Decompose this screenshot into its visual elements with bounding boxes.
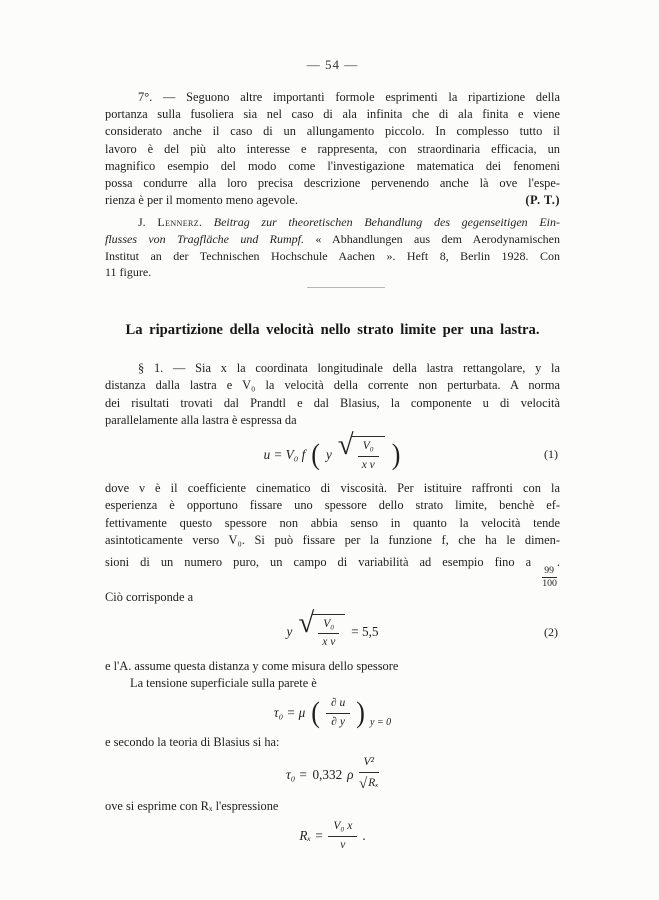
text-line: § 1. — Sia x la coordinata longitudinale della lastra rettangolare, y la [138,361,560,376]
publisher-text: « Abhandlungen aus dem Aerodynamischen [304,232,560,247]
fraction-numerator: V₀ [318,617,339,635]
paragraph-section1 [105,360,560,429]
punctuation: . [199,215,214,230]
square-root [298,606,345,651]
fraction [328,819,357,853]
formula-rhs: = 5,5 [351,624,379,640]
fraction-denominator: ν [340,838,346,851]
equation-tau-blasius [105,755,560,794]
fraction-numerator: V₀ [358,439,379,457]
paren-open-icon: ( [311,437,320,471]
section-title: La ripartizione della velocità nello strato limite per una lastra. [125,322,540,339]
text-line: distanza dalla lastra e V₀ la velocità della corrente non perturbata. A norma [105,378,560,393]
formula-arg: y [325,446,332,462]
formula-reynolds-number [299,819,365,853]
section1-lines [105,360,560,412]
text-line: dei risultati trovati dal Prandtl e dal Blasius, la componente u di velocità [105,395,560,410]
text-line: portanza sulla fusoliera sia nel caso di ala infinita che di ala finita e viene [105,107,560,122]
text-line: ove si esprime con Rₓ l'espressione [105,799,279,814]
dove-lines [105,480,560,549]
author-initial: J. [138,215,158,230]
reynolds-symbol: Rₓ [368,777,379,790]
review-paragraph [105,89,560,209]
text-line-with-fraction [105,549,560,590]
paren-close-icon: ) [391,437,401,471]
text-line: parallelamente alla lastra è espressa da [105,412,297,427]
text-line: magnifico esempio del modo come l'investigazione matematica dei fenomeni [105,158,560,173]
review-text: rienza è per il momento meno agevole. [105,193,299,208]
text-line: e secondo la teoria di Blasius si ha: [105,735,280,750]
formula-shear-stress [274,696,391,730]
text-line: lavoro è del più alto interesse e rappresenta, con straordinaria efficacia, un [105,141,560,156]
fraction-denominator: x ν [361,458,375,471]
square-root [337,429,385,473]
fraction-numerator: V² [359,755,379,773]
text-line: fettivamente questo spessore non abbia senso in quanto la velocità tende [105,515,560,530]
radical-sign-icon: √ [337,429,354,462]
text-line: possa condurre alla loro precisa descrizione pervenendo anche là ove l'espe- [105,176,560,191]
density-symbol: ρ [347,766,354,782]
fraction [312,614,345,651]
evaluation-subscript: y = 0 [369,716,392,728]
equation-number: (2) [544,624,558,639]
review-lines [105,89,560,192]
fraction-denominator [359,773,379,794]
author-surname: Lennerz [157,215,200,230]
fraction-denominator: x ν [322,636,336,649]
fraction-denominator: ∂ y [331,715,345,728]
page-number: — 54 — [306,57,359,72]
punctuation: . [362,828,366,844]
paragraph-rx [105,798,560,815]
paren-close-icon: ) [356,696,365,729]
review-last-line [105,192,560,209]
fraction-numerator: V₀ x [328,819,357,837]
formula-blasius-stress [286,755,379,794]
radical-sign-icon: √ [298,606,315,639]
text-line: dove ν è il coefficiente cinematico di viscosità. Per istituire raffronti con la [105,481,560,496]
work-title-part2: flusses von Tragfläche und Rumpf. [105,232,305,247]
fraction-numerator: 99 [542,565,557,578]
paren-open-icon: ( [311,696,320,729]
reviewer-initials: (P. T.) [525,193,560,208]
formula-lhs: Rₓ = [299,828,324,844]
paragraph-dove [105,480,560,607]
reference-line [105,231,560,248]
text-line: La tensione superficiale sulla parete è [130,675,317,690]
fraction-denominator: 100 [542,577,557,589]
text-column [105,57,560,857]
fraction-numerator: ∂ u [326,696,350,714]
equation-2 [105,606,560,651]
separator-rule [307,287,385,289]
formula-lhs: u = V₀ f [263,446,306,462]
reference-line: Institut an der Technischen Hochschule Aachen ». Heft 8, Berlin 1928. Con [105,248,560,263]
reference-line [105,214,560,231]
equation-number: (1) [544,447,558,462]
text-line: Ciò corrisponde a [105,590,194,605]
fraction [352,436,385,473]
paragraph-spessore [105,658,560,692]
equation-reynolds [105,819,560,853]
formula-lhs: τ₀ = μ [273,705,306,721]
reference-citation [105,214,560,280]
fraction [359,755,379,794]
formula-u-velocity [263,429,402,473]
radical-sign-icon: √ [358,775,368,792]
text-line: considerato anche il caso di un allungamento piccolo. In complesso tutto il [105,124,560,139]
derivative-fraction [326,696,350,730]
coefficient: 0,332 [312,766,343,782]
text-line: esperienza è opportuno fissare uno spessore dello strato limite, benchè ef- [105,498,560,513]
text-line: asintoticamente verso V₀. Si può fissare per la funzione f, che ha le dimen- [105,532,560,547]
text-line: e l'A. assume questa distanza y come misura dello spessore [105,658,399,673]
formula-thickness [286,606,379,651]
reference-line: 11 figure. [105,265,152,280]
punctuation: . [556,554,560,569]
text-line: 7°. — Seguono altre importanti formole esprimenti la ripartizione della [138,90,560,104]
text-segment: sioni di un numero puro, un campo di variabilità ad esempio fino a [105,554,532,569]
equation-1 [105,429,560,473]
inline-fraction [542,565,557,590]
work-title-part1: Beitrag zur theoretischen Behandlung des gegenseitigen Ein- [213,215,560,230]
formula-arg: y [286,624,293,640]
formula-lhs: τ₀ = [285,766,308,782]
equation-tau-wall [105,696,560,730]
paragraph-blasius [105,734,560,751]
